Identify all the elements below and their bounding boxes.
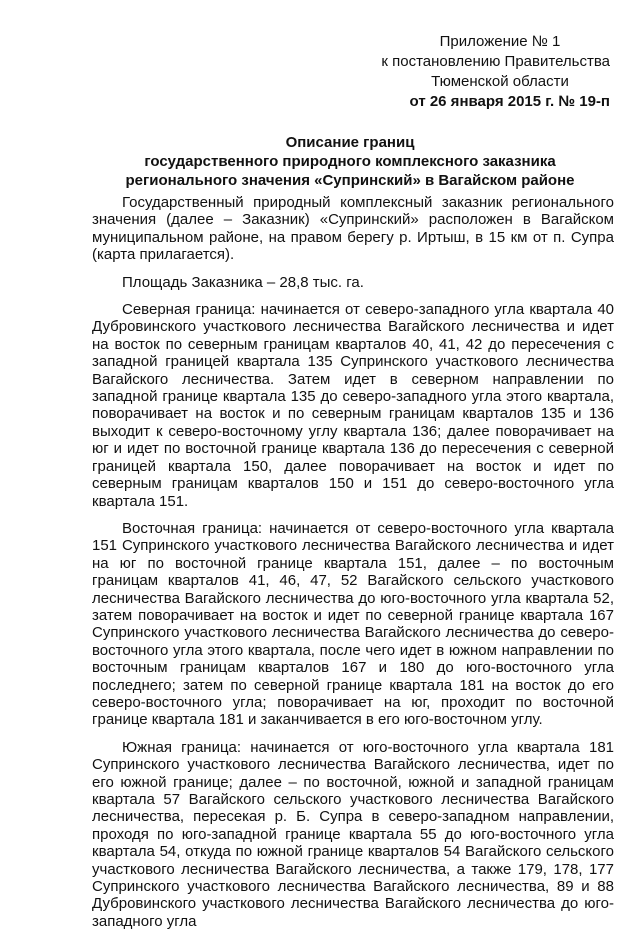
paragraph-intro: Государственный природный комплексный заказник регионального значения (далее – Заказник) «Супринский» расположен в Вагайском муниципальном районе, на правом берегу р. Иртыш, в 15 км от п. Супра (карта прилагается). <box>92 194 614 264</box>
title-line-2: государственного природного комплексного заказника <box>144 153 556 170</box>
title-line-1: Описание границ <box>285 134 415 151</box>
document-body <box>92 194 614 940</box>
document-title <box>90 133 610 190</box>
paragraph-northern-border: Северная граница: начинается от северо-западного угла квартала 40 Дубровинского участкового лесничества Вагайского лесничества и идет на восток по северным границам кварталов 40, 41, 42 до пересечения с западной границей квартала 135 Супринского участкового лесничества Вагайского лесничества. Затем идет в северном направлении по западной границе квартала 135 до северо-западного угла этого квартала, поворачивает на восток и по северным границам кварталов 135 и 136 выходит к северо-восточному углу квартала 136; далее поворачивает на юг и идет по восточной границе квартала 136 до пересечения с северной границей квартала 150, далее поворачивает на восток и идет по северным границам кварталов 150 и 151 до северо-восточного угла квартала 151. <box>92 301 614 510</box>
paragraph-southern-border: Южная граница: начинается от юго-восточного угла квартала 181 Супринского участкового лесничества Вагайского лесничества, идет по его южной границе; далее – по восточной, южной и западной границам квартала 57 Вагайского сельского участкового лесничества Вагайского лесничества, пересекая р. Б. Супра в северо-западном направлении, проходя по юго-западной границе квартала 55 до юго-восточного угла квартала 54, откуда по южной границе кварталов 54 Вагайского сельского участкового лесничества Вагайского лесничества, а также 179, 178, 177 Супринского участкового лесничества Вагайского лесничества, 89 и 88 Дубровинского участкового лесничества Вагайского лесничества до юго-западного угла <box>92 738 614 930</box>
title-line-3: регионального значения «Супринский» в Вагайском районе <box>125 172 575 189</box>
paragraph-area: Площадь Заказника – 28,8 тыс. га. <box>122 273 364 291</box>
appendix-region: Тюменской области <box>431 73 569 90</box>
appendix-date-number: от 26 января 2015 г. № 19-п <box>409 93 610 110</box>
appendix-number: Приложение № 1 <box>439 33 561 50</box>
appendix-reference: к постановлению Правительства <box>381 53 610 70</box>
appendix-header <box>350 32 610 112</box>
paragraph-eastern-border: Восточная граница: начинается от северо-восточного угла квартала 151 Супринского участкового лесничества Вагайского лесничества и идет на юг по восточной границе квартала 151, далее – по восточным границам кварталов 41, 46, 47, 52 Вагайского сельского участкового лесничества Вагайского лесничества до юго-восточного угла квартала 52, затем поворачивает на восток и идет по северной границе квартала 167 Супринского участкового лесничества Вагайского лесничества до северо-восточного угла этого квартала, после чего идет в южном направлении по восточным границам кварталов 167 и 180 до юго-восточного угла последнего; затем по северной границе квартала 181 на восток до его северо-восточного угла; поворачивает на юг, проходит по восточной границе квартала 181 и заканчивается в его юго-восточном углу. <box>92 519 614 729</box>
